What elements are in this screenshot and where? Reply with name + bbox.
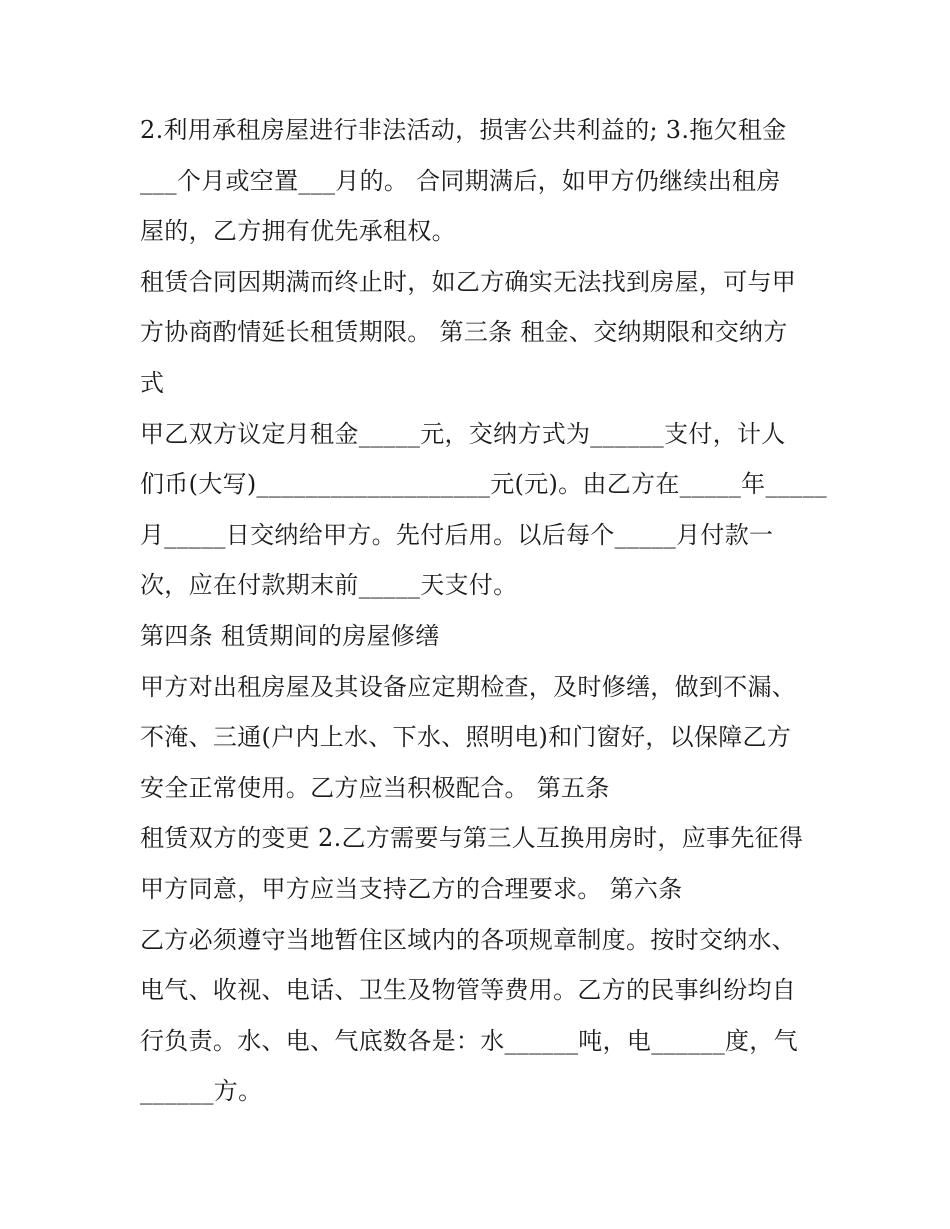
text-line: 月_____日交纳给甲方。先付后用。以后每个_____月付款一 [140,520,774,549]
text-line: 式 [140,368,165,397]
text-line: 甲方对出租房屋及其设备应定期检查，及时修缮，做到不漏、 [140,672,797,701]
text-line: 电气、收视、电话、卫生及物管等费用。乙方的民事纠纷均自 [140,976,797,1005]
text-line: 2.利用承租房屋进行非法活动，损害公共利益的; 3.拖欠租金 [140,116,787,144]
text-line: 甲方同意，甲方应当支持乙方的合理要求。 第六条 [140,874,683,903]
text-line: 甲乙双方议定月租金_____元，交纳方式为______支付，计人 [140,419,786,448]
text-line: 乙方必须遵守当地暂住区域内的各项规章制度。按时交纳水、 [140,925,797,954]
contract-text [140,105,827,1117]
text-line: 屋的，乙方拥有优先承租权。 [140,217,456,246]
text-line: 方协商酌情延长租赁期限。 第三条 租金、交纳期限和交纳方 [140,318,788,347]
section-heading: 第四条 租赁期间的房屋修缮 [140,621,440,650]
text-line: 们币(大写)___________________元(元)。由乙方在_____年_____ [140,470,827,499]
text-line: 次，应在付款期末前_____天支付。 [140,571,518,600]
text-line: 安全正常使用。乙方应当积极配合。 第五条 [140,773,610,802]
text-line: 行负责。水、电、气底数各是：水______吨，电______度，气 [140,1026,798,1055]
text-line: 不淹、三通(户内上水、下水、照明电)和门窗好，以保障乙方 [140,723,792,752]
text-line: ___个月或空置___月的。 合同期满后，如甲方仍继续出租房 [140,166,781,195]
text-line: 租赁双方的变更 2.乙方需要与第三人互换用房时，应事先征得 [140,824,804,853]
text-line: 租赁合同因期满而终止时，如乙方确实无法找到房屋，可与甲 [140,267,797,296]
text-line: ______方。 [140,1077,263,1106]
